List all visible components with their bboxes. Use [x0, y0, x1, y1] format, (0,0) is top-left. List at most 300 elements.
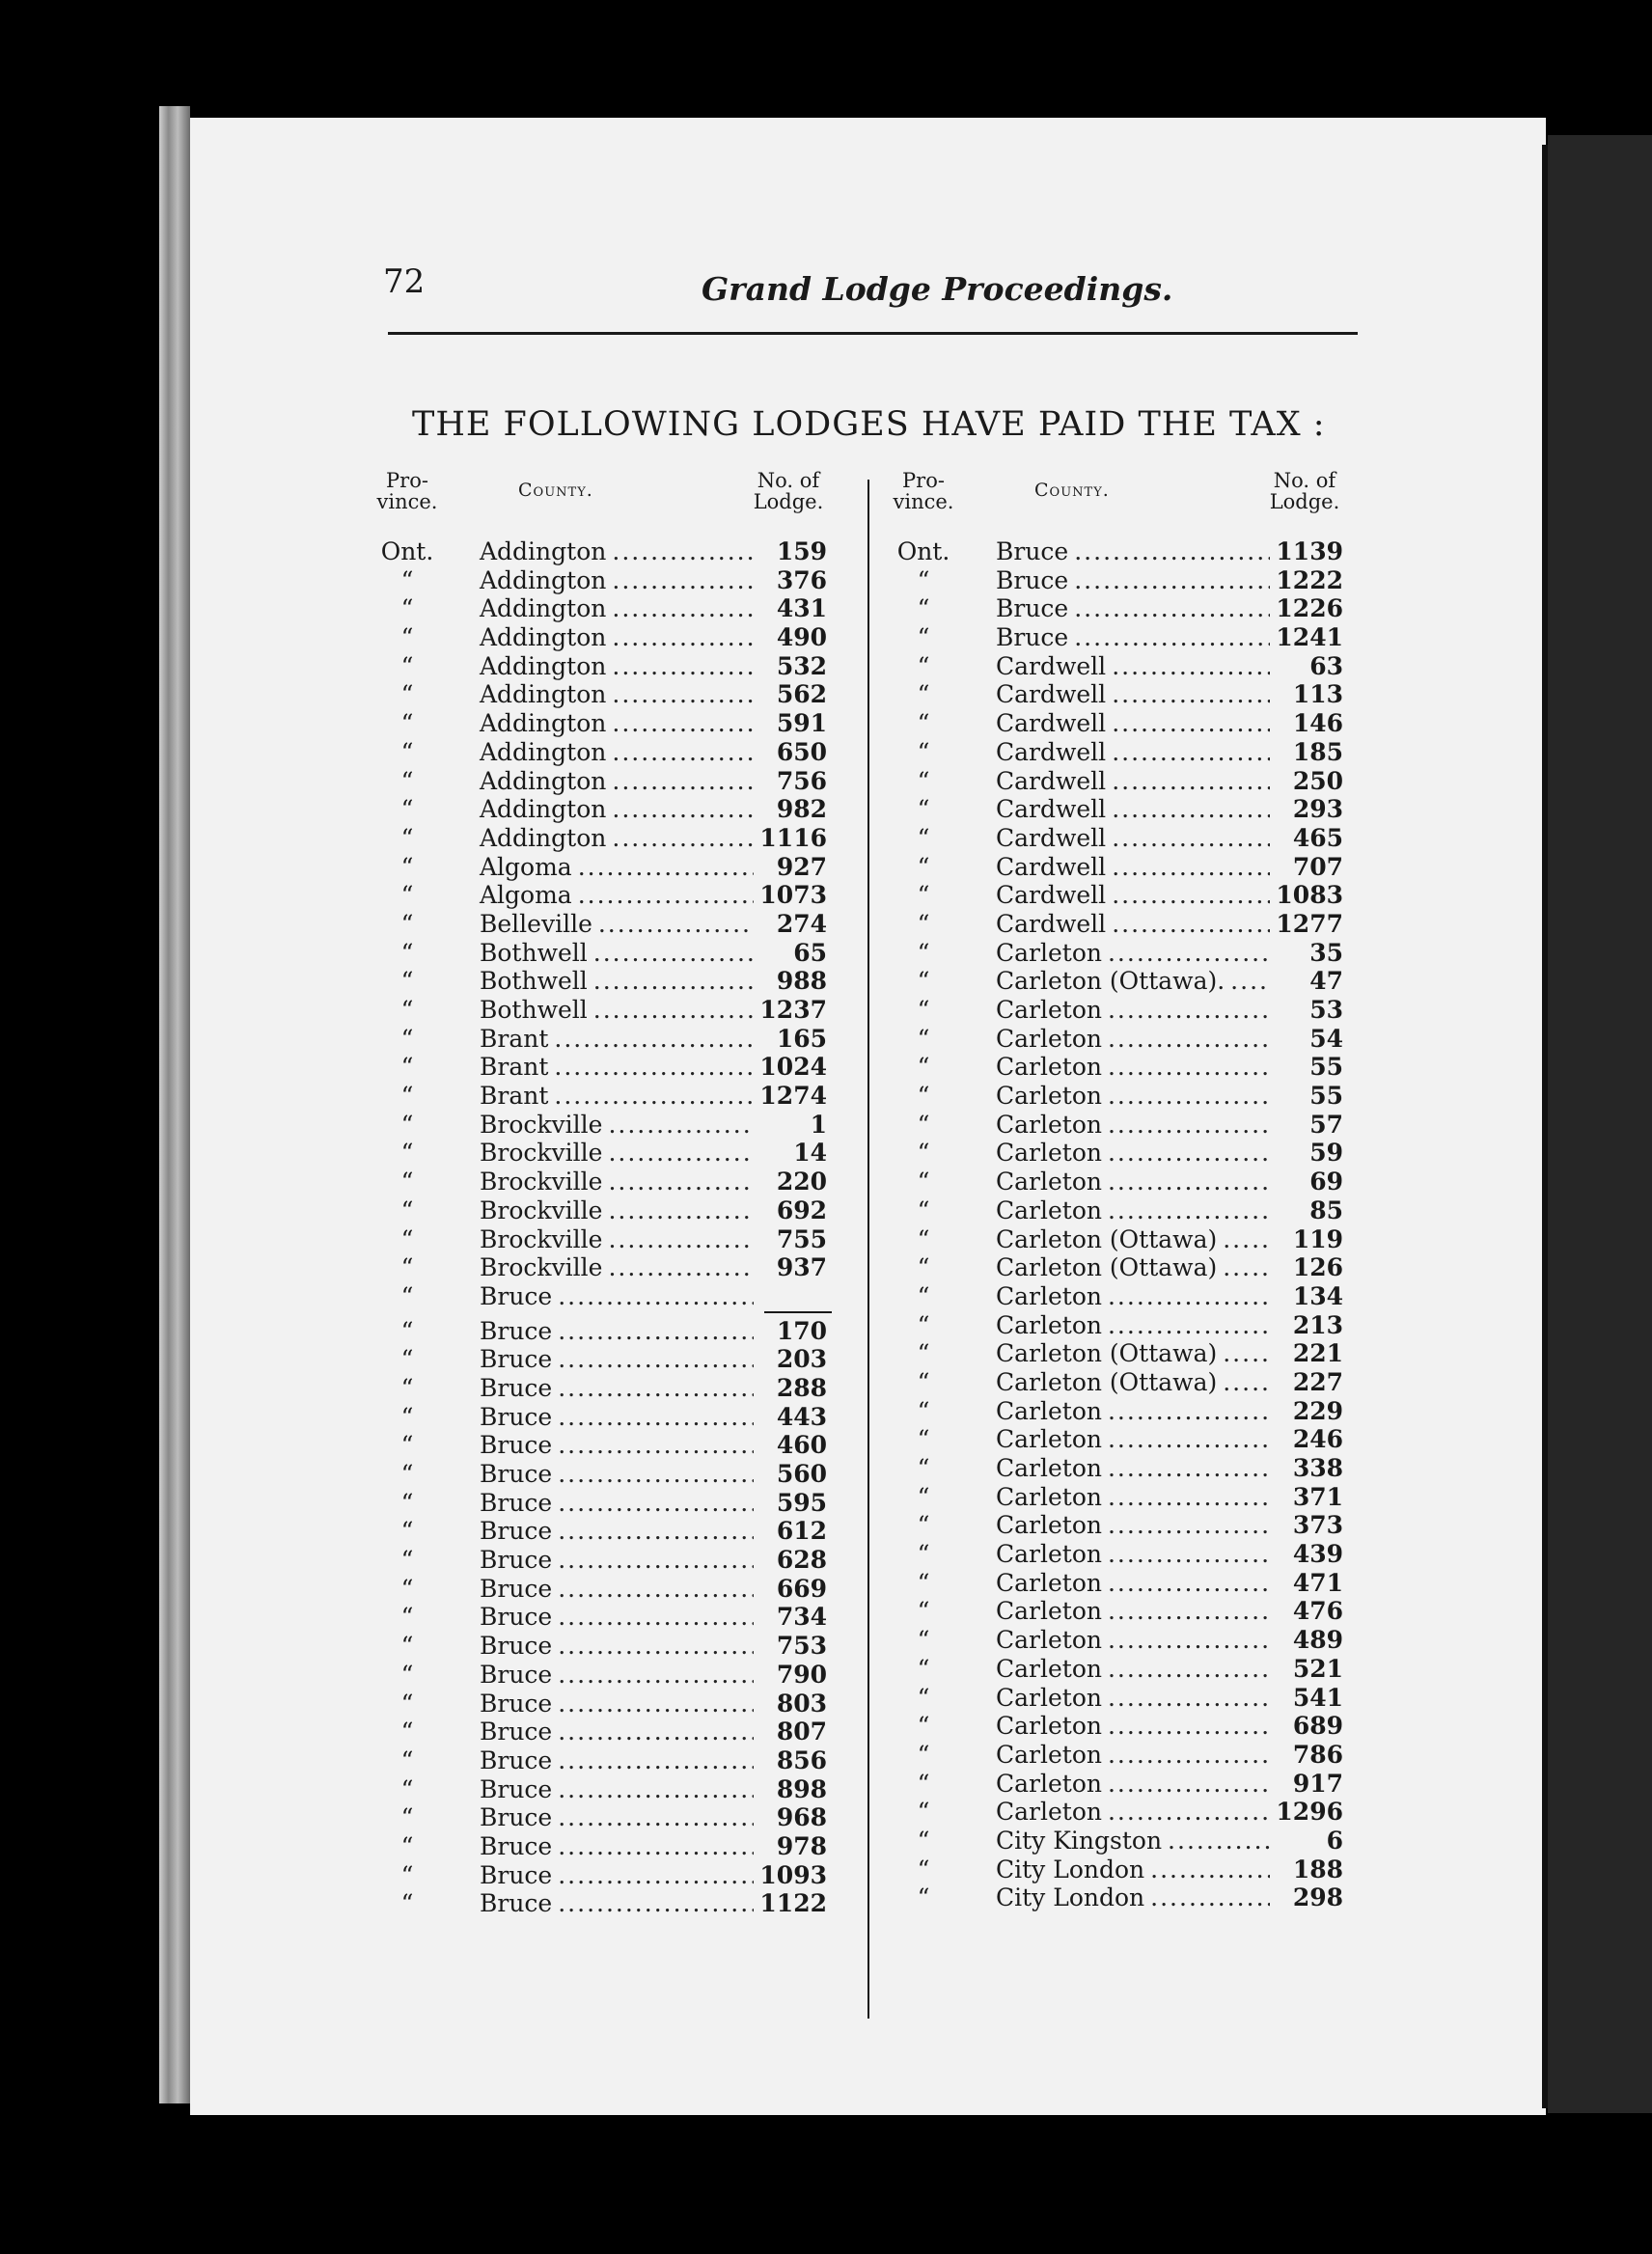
- table-row: [373, 709, 827, 738]
- province-cell: “: [917, 1482, 930, 1511]
- lodge-number-cell: 53: [1309, 996, 1343, 1024]
- table-row: [373, 652, 827, 681]
- county-cell: Carleton: [996, 1310, 1102, 1339]
- lodge-number-cell: 521: [1292, 1654, 1343, 1683]
- county-header: County.: [1034, 480, 1110, 501]
- province-cell: “: [400, 680, 414, 709]
- province-cell: “: [400, 1373, 414, 1402]
- table-row: [373, 1282, 827, 1311]
- leader-dots: [612, 824, 754, 852]
- province-cell: “: [400, 1460, 414, 1488]
- table-row: [373, 795, 827, 824]
- table-row: [890, 824, 1343, 853]
- county-cell: Bruce: [996, 594, 1069, 623]
- province-cell: “: [400, 1660, 414, 1689]
- leader-dots: [558, 1489, 754, 1517]
- province-cell: “: [400, 737, 414, 766]
- leader-dots: [554, 1025, 754, 1053]
- lodge-number-cell: 689: [1292, 1712, 1343, 1741]
- province-cell: “: [400, 1402, 414, 1431]
- lodge-number-cell: 293: [1292, 795, 1343, 824]
- leader-dots: [1112, 680, 1270, 708]
- province-cell: “: [917, 938, 930, 967]
- province-cell: “: [400, 938, 414, 967]
- county-cell: Bruce: [480, 1281, 553, 1310]
- lodge-number-cell: 541: [1292, 1683, 1343, 1712]
- leader-dots: [1074, 623, 1270, 651]
- table-row: [373, 1317, 827, 1346]
- county-cell: Addington: [480, 623, 607, 652]
- lodge-number-cell: 246: [1292, 1425, 1343, 1454]
- province-cell: “: [400, 1574, 414, 1603]
- table-row: [890, 1425, 1343, 1454]
- table-row: [373, 623, 827, 652]
- lodge-number-cell: 982: [776, 795, 827, 824]
- leader-dots: [612, 680, 754, 708]
- county-cell: Bothwell: [480, 938, 588, 967]
- lodge-number-cell: 1083: [1276, 881, 1343, 910]
- leader-dots: [1112, 738, 1270, 766]
- province-cell: “: [400, 1889, 414, 1918]
- lodge-number-cell: 119: [1292, 1224, 1343, 1253]
- county-cell: Bruce: [480, 1803, 553, 1832]
- lodge-number-cell: 753: [776, 1632, 827, 1661]
- lodge-number-cell: 126: [1292, 1253, 1343, 1282]
- county-cell: Bruce: [480, 1632, 553, 1661]
- table-row: [373, 1374, 827, 1403]
- lodge-number-cell: 532: [776, 651, 827, 680]
- province-cell: “: [917, 1597, 930, 1626]
- table-row: [373, 1603, 827, 1632]
- table-row: [890, 1168, 1343, 1196]
- lodge-number-cell: 298: [1292, 1883, 1343, 1912]
- leader-dots: [593, 967, 754, 995]
- county-cell: Bruce: [480, 1718, 553, 1746]
- lodge-number-cell: 595: [776, 1488, 827, 1517]
- leader-dots: [1108, 1111, 1270, 1139]
- table-row: [373, 1861, 827, 1890]
- lodge-number-cell: 786: [1292, 1740, 1343, 1769]
- lodge-number-cell: 1: [810, 1110, 827, 1139]
- county-cell: Addington: [480, 737, 607, 766]
- table-row: [890, 1712, 1343, 1741]
- province-cell: “: [917, 1082, 930, 1111]
- leader-dots: [1108, 939, 1270, 967]
- leader-dots: [558, 1282, 754, 1310]
- lodge-number-cell: 692: [776, 1196, 827, 1224]
- leader-dots: [608, 1111, 754, 1139]
- lodge-number-cell: 471: [1292, 1568, 1343, 1597]
- leader-dots: [558, 1345, 754, 1373]
- table-row: [890, 853, 1343, 882]
- leader-dots: [1223, 1253, 1270, 1281]
- county-cell: Cardwell: [996, 709, 1107, 738]
- province-cell: “: [400, 1517, 414, 1546]
- leader-dots: [1108, 1626, 1270, 1654]
- table-row: [890, 1741, 1343, 1770]
- county-cell: Addington: [480, 537, 607, 565]
- county-cell: Bothwell: [480, 967, 588, 996]
- county-cell: Carleton (Ottawa).: [996, 967, 1225, 996]
- county-cell: Brockville: [480, 1168, 603, 1196]
- left-column: [373, 470, 827, 1918]
- table-title: THE FOLLOWING LODGES HAVE PAID THE TAX :: [412, 405, 1326, 444]
- county-cell: Carleton: [996, 1281, 1102, 1310]
- lodge-number-cell: 1024: [759, 1053, 827, 1082]
- province-cell: “: [917, 1396, 930, 1425]
- leader-dots: [1108, 1655, 1270, 1683]
- province-cell: “: [400, 1803, 414, 1832]
- lodge-number-cell: 591: [776, 709, 827, 738]
- province-cell: “: [917, 766, 930, 795]
- leader-dots: [558, 1546, 754, 1574]
- province-cell: “: [400, 766, 414, 795]
- leader-dots: [1112, 910, 1270, 938]
- county-cell: Bruce: [480, 1745, 553, 1774]
- table-row: [890, 967, 1343, 996]
- table-row: [373, 967, 827, 996]
- leader-dots: [1108, 1397, 1270, 1425]
- province-cell: “: [917, 909, 930, 938]
- lodge-number-cell: 54: [1309, 1024, 1343, 1053]
- lodge-number-cell: 59: [1309, 1139, 1343, 1168]
- leader-dots: [1108, 1025, 1270, 1053]
- lodge-number-cell: 250: [1292, 766, 1343, 795]
- province-cell: “: [400, 1196, 414, 1224]
- leader-dots: [558, 1746, 754, 1774]
- county-cell: Cardwell: [996, 881, 1107, 910]
- lodge-number-cell: 707: [1292, 852, 1343, 881]
- table-row: [373, 1718, 827, 1746]
- province-cell: “: [400, 1345, 414, 1374]
- county-cell: Carleton (Ottawa): [996, 1253, 1218, 1282]
- leader-dots: [1150, 1883, 1270, 1911]
- county-cell: Carleton: [996, 1024, 1102, 1053]
- province-cell: “: [917, 852, 930, 881]
- lodge-number-cell: 790: [776, 1660, 827, 1689]
- table-row: [890, 1282, 1343, 1311]
- lodge-number-cell: 988: [776, 967, 827, 996]
- lodge-number-cell: 755: [776, 1224, 827, 1253]
- leader-dots: [1108, 1511, 1270, 1539]
- leader-dots: [558, 1403, 754, 1431]
- table-row: [890, 1053, 1343, 1082]
- table-row: [373, 1053, 827, 1082]
- lodge-number-cell: 165: [776, 1024, 827, 1053]
- table-row: [373, 1460, 827, 1489]
- county-cell: Carleton: [996, 1053, 1102, 1082]
- leader-dots: [598, 910, 754, 938]
- table-row: [890, 1626, 1343, 1655]
- county-cell: Addington: [480, 594, 607, 623]
- province-cell: “: [400, 996, 414, 1024]
- county-cell: Carleton: [996, 1425, 1102, 1454]
- province-cell: “: [400, 1745, 414, 1774]
- county-cell: Carleton (Ottawa): [996, 1367, 1218, 1396]
- province-cell: “: [917, 1855, 930, 1883]
- lodge-number-cell: 734: [776, 1603, 827, 1632]
- province-cell: “: [917, 1740, 930, 1769]
- lodge-number-cell: 47: [1309, 967, 1343, 996]
- column-divider: [867, 480, 869, 2019]
- lodge-number-cell: 756: [776, 766, 827, 795]
- province-cell: “: [400, 852, 414, 881]
- county-cell: City London: [996, 1855, 1145, 1883]
- lodge-number-cell: 927: [776, 852, 827, 881]
- province-cell: “: [917, 1425, 930, 1454]
- table-row: [890, 767, 1343, 796]
- lodge-number-cell: 1274: [759, 1082, 827, 1111]
- leader-dots: [1112, 853, 1270, 881]
- leader-dots: [554, 1082, 754, 1110]
- province-cell: “: [917, 1626, 930, 1655]
- leader-dots: [1108, 1139, 1270, 1167]
- leader-dots: [1108, 1082, 1270, 1110]
- table-row: [890, 1253, 1343, 1282]
- number-header: No. of Lodge.: [753, 469, 824, 513]
- lodge-number-cell: 134: [1292, 1281, 1343, 1310]
- page-edge-line: [1542, 145, 1548, 2108]
- county-cell: Carleton: [996, 1568, 1102, 1597]
- county-cell: Carleton: [996, 1139, 1102, 1168]
- county-cell: Addington: [480, 709, 607, 738]
- lodge-number-cell: 185: [1292, 737, 1343, 766]
- leader-dots: [608, 1225, 754, 1253]
- leader-dots: [578, 881, 754, 909]
- left-column-header: [373, 470, 827, 537]
- table-row: [373, 1082, 827, 1111]
- province-cell: “: [400, 1774, 414, 1803]
- province-cell: “: [917, 1798, 930, 1827]
- province-cell: “: [400, 1603, 414, 1632]
- table-row: [373, 1517, 827, 1546]
- leader-dots: [612, 623, 754, 651]
- county-cell: Carleton: [996, 996, 1102, 1024]
- province-cell: “: [917, 1883, 930, 1912]
- province-cell: “: [917, 1568, 930, 1597]
- county-cell: Carleton: [996, 1396, 1102, 1425]
- province-cell: “: [917, 1511, 930, 1540]
- table-row: [890, 1368, 1343, 1397]
- table-row: [890, 1855, 1343, 1884]
- leader-dots: [1108, 1798, 1270, 1826]
- leader-dots: [1108, 1311, 1270, 1339]
- lodge-number-cell: 1237: [759, 996, 827, 1024]
- county-cell: Carleton: [996, 1740, 1102, 1769]
- lodge-number-cell: 85: [1309, 1196, 1343, 1224]
- lodge-number-cell: 1222: [1276, 565, 1343, 594]
- table-row: [373, 1889, 827, 1918]
- leader-dots: [1074, 594, 1270, 622]
- table-row: [373, 537, 827, 566]
- county-cell: Carleton: [996, 1196, 1102, 1224]
- province-cell: “: [917, 967, 930, 996]
- province-cell: Ont.: [380, 537, 434, 565]
- county-cell: Carleton: [996, 1482, 1102, 1511]
- county-cell: Brockville: [480, 1224, 603, 1253]
- county-cell: Addington: [480, 795, 607, 824]
- county-cell: Belleville: [480, 909, 592, 938]
- county-cell: Cardwell: [996, 680, 1107, 709]
- lodge-number-cell: 443: [776, 1402, 827, 1431]
- leader-dots: [1108, 1454, 1270, 1482]
- lodge-number-cell: 1296: [1276, 1798, 1343, 1827]
- leader-dots: [558, 1431, 754, 1459]
- table-row: [890, 1569, 1343, 1598]
- leader-dots: [1108, 1168, 1270, 1196]
- province-cell: “: [400, 881, 414, 910]
- county-cell: Bruce: [480, 1460, 553, 1488]
- table-row: [373, 1575, 827, 1604]
- table-row: [890, 1597, 1343, 1626]
- province-cell: “: [400, 1431, 414, 1460]
- table-row: [890, 1225, 1343, 1254]
- province-cell: “: [917, 1024, 930, 1053]
- province-cell: “: [400, 1224, 414, 1253]
- leader-dots: [612, 738, 754, 766]
- leader-dots: [593, 996, 754, 1024]
- table-row: [890, 939, 1343, 968]
- county-cell: Bruce: [480, 1316, 553, 1345]
- lodge-number-cell: 978: [776, 1831, 827, 1860]
- lodge-number-cell: 650: [776, 737, 827, 766]
- lodge-number-cell: 146: [1292, 709, 1343, 738]
- province-cell: Ont.: [896, 537, 950, 565]
- lodge-number-cell: 170: [776, 1316, 827, 1345]
- leader-dots: [1108, 1770, 1270, 1798]
- lodge-number-cell: 203: [776, 1345, 827, 1374]
- province-cell: “: [917, 1454, 930, 1482]
- lodge-number-cell: 1116: [759, 823, 827, 852]
- table-row: [373, 1403, 827, 1432]
- lodge-number-cell: 113: [1292, 680, 1343, 709]
- lodge-number-cell: 1241: [1276, 623, 1343, 652]
- leader-dots: [1112, 652, 1270, 680]
- lodge-number-cell: 560: [776, 1460, 827, 1488]
- county-cell: Carleton: [996, 1798, 1102, 1827]
- lodge-number-cell: 274: [776, 909, 827, 938]
- table-row: [890, 1827, 1343, 1855]
- lodge-number-cell: 338: [1292, 1454, 1343, 1482]
- table-row: [373, 1690, 827, 1718]
- table-row: [373, 853, 827, 882]
- leader-dots: [558, 1517, 754, 1545]
- province-cell: “: [917, 1196, 930, 1224]
- lodge-number-cell: 1277: [1276, 909, 1343, 938]
- province-cell: “: [400, 795, 414, 824]
- county-cell: Carleton: [996, 1712, 1102, 1741]
- lodge-number-cell: 1226: [1276, 594, 1343, 623]
- county-cell: Carleton: [996, 1168, 1102, 1196]
- county-cell: Cardwell: [996, 909, 1107, 938]
- leader-dots: [608, 1139, 754, 1167]
- county-cell: Cardwell: [996, 766, 1107, 795]
- province-cell: “: [917, 680, 930, 709]
- lodge-number-cell: 1073: [759, 881, 827, 910]
- table-row: [890, 996, 1343, 1025]
- table-row: [373, 1632, 827, 1661]
- lodge-number-cell: 1122: [759, 1889, 827, 1918]
- table-row: [890, 1511, 1343, 1540]
- lodge-number-cell: 55: [1309, 1082, 1343, 1111]
- county-cell: Bruce: [480, 1574, 553, 1603]
- table-row: [890, 1540, 1343, 1569]
- leader-dots: [558, 1603, 754, 1631]
- province-cell: “: [917, 1712, 930, 1741]
- province-cell: “: [917, 1683, 930, 1712]
- province-cell: “: [400, 565, 414, 594]
- province-header: Pro- vince.: [376, 469, 438, 513]
- county-cell: Bruce: [480, 1660, 553, 1689]
- county-cell: Bruce: [480, 1831, 553, 1860]
- province-cell: “: [400, 1110, 414, 1139]
- leader-dots: [578, 853, 754, 881]
- lodge-number-cell: 465: [1292, 823, 1343, 852]
- county-cell: Carleton (Ottawa): [996, 1224, 1218, 1253]
- leader-dots: [612, 709, 754, 737]
- table-row: [373, 1196, 827, 1225]
- lodge-number-cell: 35: [1309, 938, 1343, 967]
- lodge-number-cell: 917: [1292, 1769, 1343, 1798]
- county-cell: Carleton: [996, 1454, 1102, 1482]
- lodge-number-cell: 55: [1309, 1053, 1343, 1082]
- lodge-number-cell: 229: [1292, 1396, 1343, 1425]
- leader-dots: [612, 537, 754, 565]
- county-cell: Brockville: [480, 1253, 603, 1282]
- province-cell: “: [917, 1540, 930, 1569]
- county-cell: Addington: [480, 565, 607, 594]
- lodge-number-cell: 562: [776, 680, 827, 709]
- county-cell: Carleton: [996, 1110, 1102, 1139]
- table-row: [373, 680, 827, 709]
- table-row: [373, 1111, 827, 1140]
- leader-dots: [1108, 1282, 1270, 1310]
- county-cell: City London: [996, 1883, 1145, 1912]
- county-cell: Brant: [480, 1082, 549, 1111]
- province-cell: “: [917, 795, 930, 824]
- province-cell: “: [917, 1110, 930, 1139]
- leader-dots: [1230, 967, 1270, 995]
- table-row: [890, 881, 1343, 910]
- leader-dots: [612, 795, 754, 823]
- table-row: [373, 566, 827, 595]
- table-row: [373, 1345, 827, 1374]
- leader-dots: [1223, 1339, 1270, 1367]
- province-cell: “: [917, 1224, 930, 1253]
- county-cell: Brant: [480, 1053, 549, 1082]
- county-cell: Cardwell: [996, 737, 1107, 766]
- leader-dots: [558, 1775, 754, 1803]
- table-row: [373, 594, 827, 623]
- lodge-number-cell: 159: [776, 537, 827, 565]
- leader-dots: [558, 1832, 754, 1860]
- county-cell: Addington: [480, 651, 607, 680]
- table-row: [890, 1454, 1343, 1483]
- leader-dots: [558, 1317, 754, 1345]
- lodge-number-cell: 489: [1292, 1626, 1343, 1655]
- number-header: No. of Lodge.: [1269, 469, 1340, 513]
- table-row: [373, 1253, 827, 1282]
- county-cell: Bruce: [480, 1345, 553, 1374]
- table-row: [890, 623, 1343, 652]
- table-row: [890, 594, 1343, 623]
- county-cell: Brockville: [480, 1110, 603, 1139]
- county-cell: Carleton: [996, 1654, 1102, 1683]
- county-cell: Bruce: [480, 1402, 553, 1431]
- table-row: [890, 1483, 1343, 1512]
- table-row: [890, 1798, 1343, 1827]
- running-title: Grand Lodge Proceedings.: [702, 270, 1173, 308]
